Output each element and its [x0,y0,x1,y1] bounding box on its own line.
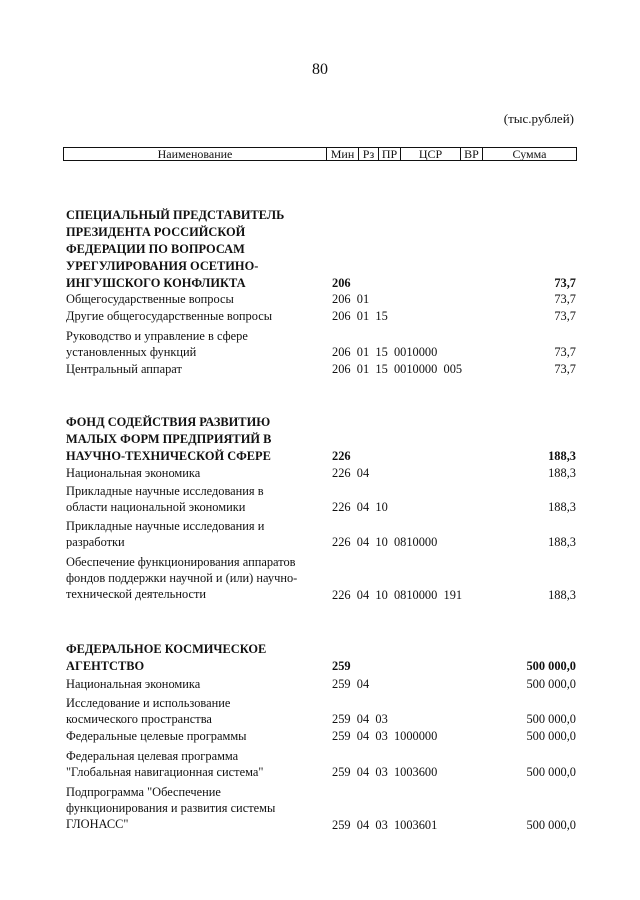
row-name: Подпрограмма "Обеспечение функционирования и развития системы ГЛОНАСС" [66,785,276,831]
row-sum: 500 000,0 [526,765,576,779]
row-sum: 73,7 [554,276,576,290]
row-sum: 188,3 [548,535,576,549]
row-code: 226 04 10 0810000 [332,535,438,549]
header-rz: Рз [358,148,378,160]
header-pr: ПР [378,148,400,160]
row-name: Руководство и управление в сфере установленных функций [66,329,248,359]
row-code: 226 04 [332,466,370,480]
row-name: ФОНД СОДЕЙСТВИЯ РАЗВИТИЮ МАЛЫХ ФОРМ ПРЕДПРИЯТИЙ В НАУЧНО-ТЕХНИЧЕСКОЙ СФЕРЕ [66,415,272,463]
row-sum: 500 000,0 [526,818,576,832]
header-min: Мин [326,148,358,160]
row-name: Прикладные научные исследования и разработки [66,519,265,549]
row-name: Прикладные научные исследования в области национальной экономики [66,484,264,514]
header-csr: ЦСР [400,148,460,160]
row-code: 259 04 03 [332,712,388,726]
row-code: 206 [332,276,351,290]
row-sum: 500 000,0 [526,729,576,743]
row-name: Другие общегосударственные вопросы [66,309,273,323]
row-code: 226 04 10 0810000 191 [332,588,463,602]
row-name: Центральный аппарат [66,362,182,376]
row-code: 206 01 15 [332,309,388,323]
row-name: Федеральная целевая программа "Глобальная навигационная система" [66,749,264,779]
table-header [63,147,577,161]
units-label: (тыс.рублей) [503,111,574,126]
row-code: 259 [332,659,351,673]
row-sum: 188,3 [548,500,576,514]
row-sum: 73,7 [554,362,576,376]
row-code: 259 04 03 1003600 [332,765,438,779]
row-name: Национальная экономика [66,466,201,480]
row-sum: 188,3 [548,466,576,480]
row-sum: 500 000,0 [526,712,576,726]
row-name: Федеральные целевые программы [66,729,247,743]
header-sum: Сумма [482,148,576,160]
row-sum: 188,3 [548,588,576,602]
row-sum: 500 000,0 [526,677,576,691]
row-sum: 73,7 [554,309,576,323]
row-name: Национальная экономика [66,677,201,691]
row-name: Общегосударственные вопросы [66,292,234,306]
row-sum: 188,3 [548,449,576,463]
header-name: Наименование [157,147,233,161]
row-sum: 500 000,0 [526,659,576,673]
row-code: 226 04 10 [332,500,388,514]
row-sum: 73,7 [554,292,576,306]
row-name: ФЕДЕРАЛЬНОЕ КОСМИЧЕСКОЕ АГЕНТСТВО [66,642,267,673]
row-name: Обеспечение функционирования аппаратов фондов поддержки научной и (или) научно-технической деятельности [66,555,298,601]
header-vr: ВР [460,148,482,160]
row-sum: 73,7 [554,345,576,359]
row-name: СПЕЦИАЛЬНЫЙ ПРЕДСТАВИТЕЛЬ ПРЕЗИДЕНТА РОССИЙСКОЙ ФЕДЕРАЦИИ ПО ВОПРОСАМ УРЕГУЛИРОВАНИЯ ОСЕТИНО-ИНГУШСКОГО КОНФЛИКТА [66,208,285,290]
row-code: 259 04 [332,677,370,691]
row-name: Исследование и использование космического пространства [66,696,231,726]
page-number: 80 [312,61,328,78]
row-code: 226 [332,449,351,463]
row-code: 259 04 03 1003601 [332,818,438,832]
row-code: 259 04 03 1000000 [332,729,438,743]
row-code: 206 01 15 0010000 [332,345,438,359]
row-code: 206 01 15 0010000 005 [332,362,463,376]
row-code: 206 01 [332,292,370,306]
